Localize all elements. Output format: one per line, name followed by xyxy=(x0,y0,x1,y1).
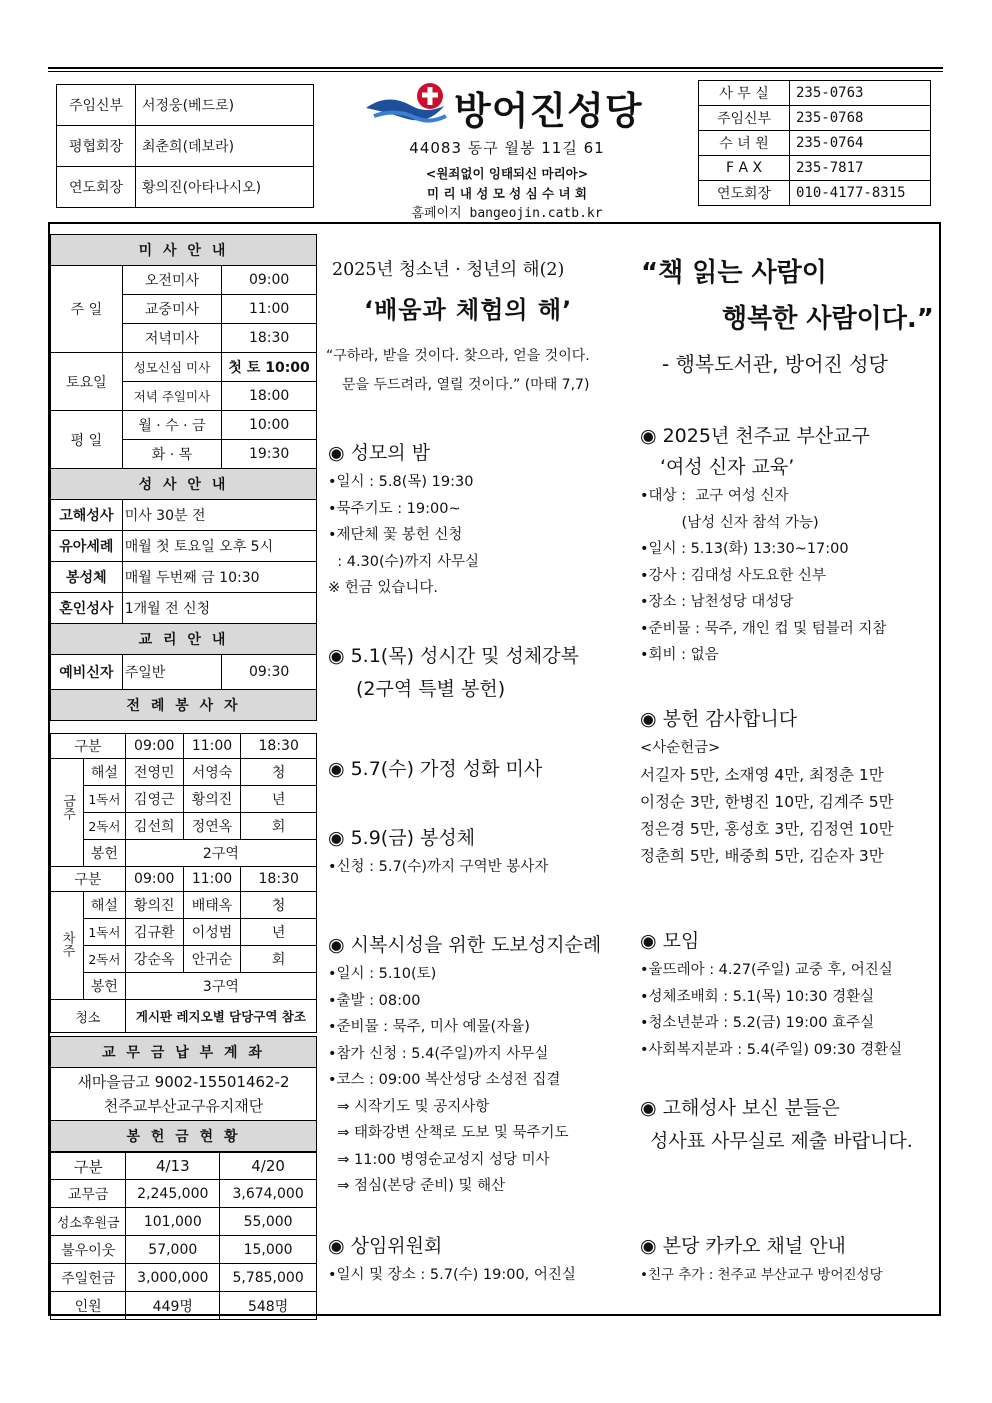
section-subtitle: 성사표 사무실로 제출 바랍니다. xyxy=(650,1130,913,1152)
section-subtitle: <사순헌금> xyxy=(640,740,721,756)
account-holder: 천주교부산교구유지재단 xyxy=(103,1097,264,1115)
section-line: •묵주기도 : 19:00~ xyxy=(328,500,461,517)
offering-value: 2,245,000 xyxy=(126,1180,220,1208)
staff-role: 주임신부 xyxy=(57,85,136,126)
liturgy-person: 황의진 xyxy=(183,786,241,813)
liturgy-head: 구분 xyxy=(51,867,126,892)
account-number: 새마을금고 9002-15501462-2 xyxy=(77,1073,290,1091)
account-title: 교 무 금 납 부 계 좌 xyxy=(51,1037,317,1068)
section-line: •준비물 : 묵주, 개인 컵 및 텀블러 지참 xyxy=(640,620,887,637)
liturgy-title: 전 례 봉 사 자 xyxy=(51,690,317,721)
mass-title: 미 사 안 내 xyxy=(51,235,317,266)
offering-value: 55,000 xyxy=(220,1208,317,1236)
liturgy-role: 2독서 xyxy=(84,946,126,973)
section-line: ⇒ 시작기도 및 공지사항 xyxy=(328,1098,490,1115)
liturgy-youth: 년 xyxy=(241,786,317,813)
donor-line: 정은경 5만, 홍성호 3만, 김정연 10만 xyxy=(640,819,894,838)
mass-time: 09:00 xyxy=(222,266,317,295)
offering-table xyxy=(50,1152,317,1320)
section-family-mass xyxy=(328,754,542,785)
liturgy-person: 강순옥 xyxy=(125,946,183,973)
section-line: •울뜨레아 : 4.27(주일) 교중 후, 어진실 xyxy=(640,962,893,978)
liturgy-head: 11:00 xyxy=(183,734,241,759)
section-line: ⇒ 11:00 병영순교성지 성당 미사 xyxy=(328,1151,550,1168)
address: 44083 동구 월봉 11길 61 xyxy=(409,139,605,157)
section-pilgrimage xyxy=(328,930,601,1200)
staff-table xyxy=(56,84,314,208)
liturgy-person: 안귀순 xyxy=(183,946,241,973)
liturgy-head: 09:00 xyxy=(125,734,183,759)
church-name: 방어진성당 xyxy=(454,89,643,133)
liturgy-person: 전영민 xyxy=(125,759,183,786)
section-confession xyxy=(640,1093,913,1153)
section-line: •일시 : 5.13(화) 13:30~17:00 xyxy=(640,541,849,557)
year-subtitle: ‘배움과 체험의 해’ xyxy=(364,296,573,324)
liturgy-person: 서영숙 xyxy=(183,759,241,786)
offering-label: 인원 xyxy=(51,1292,126,1320)
liturgy-person: 황의진 xyxy=(125,892,183,919)
section-line: •강사 : 김대성 사도요한 신부 xyxy=(640,567,826,584)
sacrament-desc: 매월 두번째 금 10:30 xyxy=(122,562,316,593)
bullet-icon: ◉ xyxy=(328,645,345,667)
offering-label: 교무금 xyxy=(51,1180,126,1208)
book-quote-2: 행복한 사람이다.” xyxy=(722,304,934,334)
section-line: •준비물 : 묵주, 미사 예물(자율) xyxy=(328,1019,530,1035)
section-line: •장소 : 남천성당 대성당 xyxy=(640,594,794,610)
liturgy-head: 구분 xyxy=(51,734,126,759)
year-title: 2025년 청소년 · 청년의 해(2) xyxy=(332,260,565,280)
offering-value: 3,674,000 xyxy=(220,1180,317,1208)
bullet-icon: ◉ xyxy=(328,758,345,780)
liturgy-person: 김선희 xyxy=(125,813,183,840)
sunday-label: 주 일 xyxy=(51,266,123,353)
phone-number: 235-0763 xyxy=(790,81,931,106)
bullet-icon: ◉ xyxy=(640,425,657,447)
section-line: •대상 : 교구 여성 신자 xyxy=(640,488,789,504)
section-title: 시복시성을 위한 도보성지순례 xyxy=(350,934,602,956)
section-line: •친구 추가 : 천주교 부산교구 방어진성당 xyxy=(640,1267,883,1283)
staff-name: 최춘희(데보라) xyxy=(136,126,314,167)
mass-time: 10:00 xyxy=(222,411,317,440)
bullet-icon: ◉ xyxy=(640,930,657,952)
section-title: 2025년 천주교 부산교구 xyxy=(662,425,870,447)
phone-label: 수 녀 원 xyxy=(699,131,790,156)
liturgy-head: 18:30 xyxy=(241,734,317,759)
bullet-icon: ◉ xyxy=(328,1235,345,1257)
section-title: 상임위원회 xyxy=(350,1235,443,1257)
section-line: •참가 신청 : 5.4(주일)까지 사무실 xyxy=(328,1045,549,1062)
liturgy-head: 09:00 xyxy=(125,867,183,892)
liturgy-youth: 년 xyxy=(241,919,317,946)
offering-value: 15,000 xyxy=(220,1236,317,1264)
offering-value: 3,000,000 xyxy=(126,1264,220,1292)
book-quote-source: - 행복도서관, 방어진 성당 xyxy=(662,352,888,376)
liturgy-role: 해설 xyxy=(84,892,126,919)
sacrament-name: 봉성체 xyxy=(51,562,123,593)
bible-quote-2: 문을 두드려라, 열릴 것이다.” (마태 7,7) xyxy=(342,377,590,393)
mass-name: 저녁 주일미사 xyxy=(122,382,222,411)
doctrine-title: 교 리 안 내 xyxy=(51,624,317,655)
section-title: 5.7(수) 가정 성화 미사 xyxy=(350,758,543,780)
phone-label: F A X xyxy=(699,156,790,181)
section-women-education xyxy=(640,421,886,669)
cleaning-note: 게시판 레지오별 담당구역 참조 xyxy=(125,1000,316,1033)
section-title: 본당 카카오 채널 안내 xyxy=(662,1235,846,1257)
offering-head: 구분 xyxy=(51,1153,126,1180)
mass-time: 18:00 xyxy=(222,382,317,411)
staff-role: 평협회장 xyxy=(57,126,136,167)
staff-name: 황의진(아타나시오) xyxy=(136,167,314,208)
homepage[interactable]: 홈페이지 bangeojin.catb.kr xyxy=(411,206,603,221)
donor-line: 정춘희 5만, 배중희 5만, 김순자 3만 xyxy=(640,846,884,865)
section-line: •제단체 꽃 봉헌 신청 xyxy=(328,527,463,543)
liturgy-person: 김규환 xyxy=(125,919,183,946)
section-line: •일시 및 장소 : 5.7(수) 19:00, 어진실 xyxy=(328,1267,576,1283)
liturgy-role: 봉헌 xyxy=(84,973,126,1000)
mass-name: 오전미사 xyxy=(122,266,222,295)
week2-label xyxy=(51,892,84,1000)
sacrament-name: 혼인성사 xyxy=(51,593,123,624)
section-holy-hour xyxy=(328,641,579,701)
sisters: 미 리 내 성 모 성 심 수 녀 회 xyxy=(427,186,587,201)
mass-name: 화 · 목 xyxy=(122,440,222,469)
liturgy-person: 이성범 xyxy=(183,919,241,946)
sacrament-desc: 1개월 전 신청 xyxy=(122,593,316,624)
donor-line: 이정순 3만, 한병진 10만, 김계주 5만 xyxy=(640,792,894,811)
liturgy-offering-group: 3구역 xyxy=(125,973,316,1000)
week1-label xyxy=(51,759,84,867)
liturgy-youth: 회 xyxy=(241,946,317,973)
section-thanks xyxy=(640,704,894,870)
donor-line: 서길자 5만, 소재영 4만, 최정춘 1만 xyxy=(640,765,884,784)
phone-number: 235-0768 xyxy=(790,106,931,131)
mass-name: 교중미사 xyxy=(122,295,222,324)
liturgy-person: 김영근 xyxy=(125,786,183,813)
section-line: •사회복지분과 : 5.4(주일) 09:30 경환실 xyxy=(640,1041,903,1058)
liturgy-youth: 회 xyxy=(241,813,317,840)
weekday-label: 평 일 xyxy=(51,411,123,469)
liturgy-head: 18:30 xyxy=(241,867,317,892)
section-line: •신청 : 5.7(수)까지 구역반 봉사자 xyxy=(328,859,549,875)
liturgy-youth: 청 xyxy=(241,892,317,919)
mass-name: 성모신심 미사 xyxy=(122,353,222,382)
cleaning-label: 청소 xyxy=(51,1000,126,1033)
section-communion xyxy=(328,823,548,881)
phone-label: 주임신부 xyxy=(699,106,790,131)
book-quote-1: “책 읽는 사람이 xyxy=(641,258,827,288)
section-line: : 4.30(수)까지 사무실 xyxy=(328,553,479,570)
section-line: •일시 : 5.10(토) xyxy=(328,966,437,982)
liturgy-role: 1독서 xyxy=(84,786,126,813)
bullet-icon: ◉ xyxy=(328,442,345,464)
section-subtitle: ‘여성 신자 교육’ xyxy=(660,456,795,478)
liturgy-role: 2독서 xyxy=(84,813,126,840)
phone-number: 235-0764 xyxy=(790,131,931,156)
phone-number: 235-7817 xyxy=(790,156,931,181)
section-line: (남성 신자 참석 가능) xyxy=(640,514,819,531)
offering-value: 548명 xyxy=(220,1292,317,1320)
bible-quote-1: “구하라, 받을 것이다. 찾으라, 얻을 것이다. xyxy=(326,348,590,364)
doctrine-desc: 주일반 xyxy=(122,655,222,690)
sacrament-name: 유아세례 xyxy=(51,531,123,562)
offering-head: 4/13 xyxy=(126,1153,220,1180)
offering-head: 4/20 xyxy=(220,1153,317,1180)
account-table xyxy=(50,1036,317,1152)
section-title: 5.1(목) 성시간 및 성체강복 xyxy=(350,645,579,667)
phone-label: 사 무 실 xyxy=(699,81,790,106)
offering-title: 봉 헌 금 현 황 xyxy=(51,1121,317,1152)
offering-label: 주일헌금 xyxy=(51,1264,126,1292)
week2-label-text: 차주 xyxy=(59,930,75,957)
offering-value: 57,000 xyxy=(126,1236,220,1264)
mass-time: 첫 토 10:00 xyxy=(222,353,317,382)
bullet-icon: ◉ xyxy=(640,1235,657,1257)
section-line: •코스 : 09:00 복산성당 소성전 집결 xyxy=(328,1072,561,1088)
sacrament-desc: 미사 30분 전 xyxy=(122,500,316,531)
phone-number: 010-4177-8315 xyxy=(790,181,931,206)
section-line: ※ 헌금 있습니다. xyxy=(328,580,439,596)
mass-time: 18:30 xyxy=(222,324,317,353)
mass-name: 저녁미사 xyxy=(122,324,222,353)
offering-label: 불우이웃 xyxy=(51,1236,126,1264)
section-title: 5.9(금) 봉성체 xyxy=(350,827,476,849)
offering-value: 449명 xyxy=(126,1292,220,1320)
section-line: •회비 : 없음 xyxy=(640,647,719,663)
mass-time: 11:00 xyxy=(222,295,317,324)
liturgy-role: 봉헌 xyxy=(84,840,126,867)
mass-name: 월 · 수 · 금 xyxy=(122,411,222,440)
saturday-label: 토요일 xyxy=(51,353,123,411)
section-meetings xyxy=(640,926,902,1063)
liturgy-youth: 청 xyxy=(241,759,317,786)
liturgy-role: 해설 xyxy=(84,759,126,786)
bullet-icon: ◉ xyxy=(640,1097,657,1119)
section-subtitle: (2구역 특별 봉헌) xyxy=(356,678,506,700)
liturgy-head: 11:00 xyxy=(183,867,241,892)
sacrament-title: 성 사 안 내 xyxy=(51,469,317,500)
section-title: 고해성사 보신 분들은 xyxy=(662,1097,840,1119)
sacrament-desc: 매월 첫 토요일 오후 5시 xyxy=(122,531,316,562)
mass-time: 19:30 xyxy=(222,440,317,469)
section-title: 성모의 밤 xyxy=(350,442,431,464)
week1-label-text: 금주 xyxy=(60,794,75,820)
doctrine-time: 09:30 xyxy=(222,655,317,690)
motto: <원죄없이 잉태되신 마리아> xyxy=(425,166,589,181)
section-title: 모임 xyxy=(662,930,700,952)
top-rule xyxy=(48,67,943,69)
liturgy-role: 1독서 xyxy=(84,919,126,946)
offering-label: 성소후원금 xyxy=(51,1208,126,1236)
staff-name: 서정웅(베드로) xyxy=(136,85,314,126)
section-line: ⇒ 점심(본당 준비) 및 해산 xyxy=(328,1178,506,1194)
church-logo xyxy=(364,78,452,128)
section-line: •성체조배회 : 5.1(목) 10:30 경환실 xyxy=(640,988,875,1005)
liturgy-person: 정연옥 xyxy=(183,813,241,840)
section-kakao xyxy=(640,1231,883,1289)
section-mary-night xyxy=(328,438,479,602)
staff-role: 연도회장 xyxy=(57,167,136,208)
phone-table xyxy=(698,80,931,206)
bullet-icon: ◉ xyxy=(328,827,345,849)
account-info xyxy=(51,1068,317,1121)
top-rule-thin xyxy=(48,71,943,72)
doctrine-name: 예비신자 xyxy=(51,655,123,690)
section-line: ⇒ 태화강변 산책로 도보 및 묵주기도 xyxy=(328,1125,569,1141)
liturgy-table xyxy=(50,733,317,1033)
offering-value: 5,785,000 xyxy=(220,1264,317,1292)
liturgy-person: 배태옥 xyxy=(183,892,241,919)
liturgy-offering-group: 2구역 xyxy=(125,840,316,867)
left-column xyxy=(50,234,317,721)
bullet-icon: ◉ xyxy=(328,934,345,956)
phone-label: 연도회장 xyxy=(699,181,790,206)
section-committee xyxy=(328,1231,576,1289)
bullet-icon: ◉ xyxy=(640,708,657,730)
section-line: •일시 : 5.8(목) 19:30 xyxy=(328,474,474,490)
section-line: •청소년분과 : 5.2(금) 19:00 효주실 xyxy=(640,1015,875,1031)
offering-value: 101,000 xyxy=(126,1208,220,1236)
sacrament-name: 고해성사 xyxy=(51,500,123,531)
section-line: •출발 : 08:00 xyxy=(328,992,421,1009)
section-title: 봉헌 감사합니다 xyxy=(662,708,798,730)
